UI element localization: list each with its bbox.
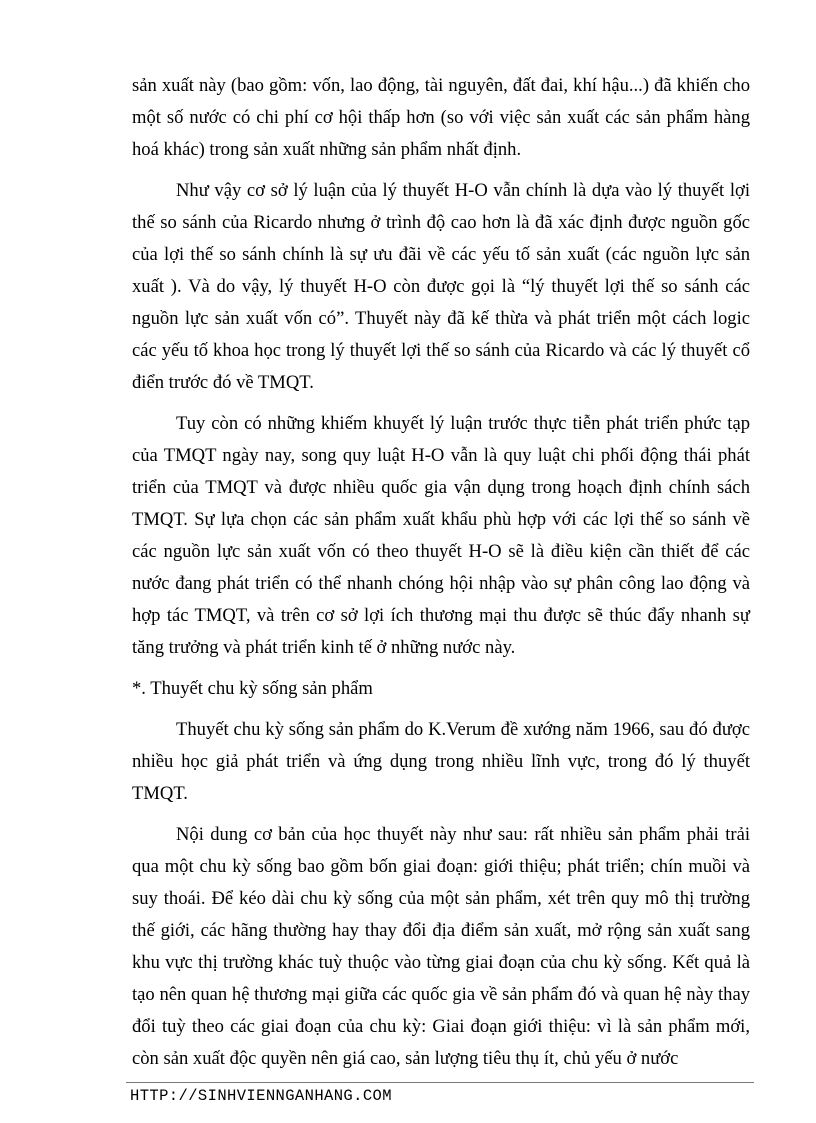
footer-divider [126,1082,754,1083]
footer-url: HTTP://SINHVIENNGANHANG.COM [130,1087,392,1105]
document-body [132,70,750,1075]
section-heading: *. Thuyết chu kỳ sống sản phẩm [132,678,373,699]
paragraph-ho-application: Tuy còn có những khiếm khuyết lý luận trước thực tiễn phát triển phức tạp của TMQT ngày nay, song quy luật H-O vẫn là quy luật chi phối động thái phát triển của TMQT và được nhiều quốc gia vận dụng trong hoạch định chính sách TMQT. Sự lựa chọn các sản phẩm xuất khẩu phù hợp với các lợi thế so sánh về các nguồn lực sản xuất vốn có theo thuyết H-O sẽ là điều kiện cần thiết để các nước đang phát triển có thể nhanh chóng hội nhập vào sự phân công lao động và hợp tác TMQT, và trên cơ sở lợi ích thương mại thu được sẽ thúc đẩy nhanh sự tăng trưởng và phát triển kinh tế ở những nước này. [132,413,750,658]
paragraph-lifecycle-content: Nội dung cơ bản của học thuyết này như sau: rất nhiều sản phẩm phải trải qua một chu kỳ sống bao gồm bốn giai đoạn: giới thiệu; phát triển; chín muồi và suy thoái. Để kéo dài chu kỳ sống của một sản phẩm, xét trên quy mô thị trường thế giới, các hãng thường hay thay đổi địa điểm sản xuất, mở rộng sản xuất sang khu vực thị trường khác tuỳ thuộc vào từng giai đoạn của chu kỳ sống. Kết quả là tạo nên quan hệ thương mại giữa các quốc gia về sản phẩm đó và quan hệ này thay đổi tuỳ theo các giai đoạn của chu kỳ: Giai đoạn giới thiệu: vì là sản phẩm mới, còn sản xuất độc quyền nên giá cao, sản lượng tiêu thụ ít, chủ yếu ở nước [132,824,750,1069]
paragraph-ho-basis: Như vậy cơ sở lý luận của lý thuyết H-O vẫn chính là dựa vào lý thuyết lợi thế so sánh của Ricardo nhưng ở trình độ cao hơn là đã xác định được nguồn gốc của lợi thế so sánh chính là sự ưu đãi về các yếu tố sản xuất (các nguồn lực sản xuất ). Và do vậy, lý thuyết H-O còn được gọi là “lý thuyết lợi thế so sánh các nguồn lực sản xuất vốn có”. Thuyết này đã kế thừa và phát triển một cách logic các yếu tố khoa học trong lý thuyết lợi thế so sánh của Ricardo và các lý thuyết cổ điển trước đó về TMQT. [132,180,750,393]
paragraph-continuation: sản xuất này (bao gồm: vốn, lao động, tài nguyên, đất đai, khí hậu...) đã khiến cho một số nước có chi phí cơ hội thấp hơn (so với việc sản xuất các sản phẩm hàng hoá khác) trong sản xuất những sản phẩm nhất định. [132,75,750,160]
paragraph-lifecycle-origin: Thuyết chu kỳ sống sản phẩm do K.Verum đề xướng năm 1966, sau đó được nhiều học giả phát triển và ứng dụng trong nhiều lĩnh vực, trong đó lý thuyết TMQT. [132,719,750,804]
